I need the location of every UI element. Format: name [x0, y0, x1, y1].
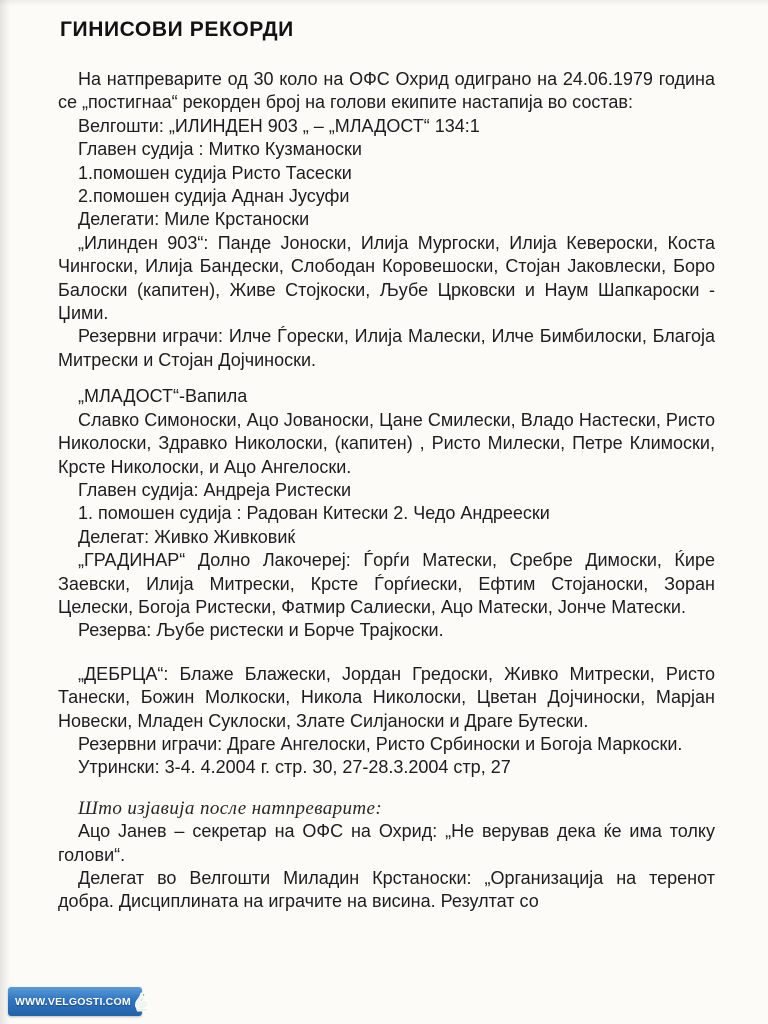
debrca-squad-paragraph: „ДЕБРЦА“: Блаже Блажески, Јордан Гредоски, Живко Митрески, Ристо Танески, Божин Молкоски, Никола Николоски, Цветан Дојчиноски, Марјан Новески, Младен Суклоски, Злате Силјаноски и Драге Бутески. — [58, 663, 715, 731]
debrca-reserves-paragraph: Резервни играчи: Драге Ангелоски, Ристо Србиноски и Богоја Маркоски. — [78, 733, 683, 754]
mladost-team-line: „МЛАДОСТ“-Вапила — [78, 386, 248, 407]
swan-logo-icon — [131, 990, 153, 1014]
quote-secretary-paragraph: Ацо Јанев – секретар на ОФС на Охрид: „Не верував дека ќе има толку голови“. — [58, 821, 715, 865]
quotes-heading: Што изјавија после натпреварите: — [78, 797, 383, 819]
ilinden-squad-paragraph: „Илинден 903“: Панде Јоноски, Илија Мургоски, Илија Кевероски, Коста Чингоски, Илија Бандески, Слободан Коровешоски, Стојан Јаковлески, Боро Балоски (капитен), Живе Стојкоски, Љубе Црковски и Наум Шапкароски - Џими. — [58, 232, 715, 324]
intro-paragraph: На натпреварите од 30 коло на ОФС Охрид одиграно на 24.06.1979 година се „постигнаа“ рекорден број на голови екипите настапија во состав: — [58, 69, 715, 113]
assistant-referee-1-line: 1.помошен судија Ристо Тасески — [78, 162, 352, 183]
mladost-squad-paragraph: Славко Симоноски, Ацо Јованоски, Цане Смилески, Владо Настески, Ристо Николоски, Здравко Николоски, (капитен) , Ристо Милески, Петре Климоски, Крсте Николоски, и Ацо Ангелоски. — [58, 409, 715, 477]
velgosti-watermark-badge — [8, 987, 142, 1016]
gradinar-squad-paragraph: „ГРАДИНАР“ Долно Лакочереј: Ѓорѓи Матески, Сребре Димоски, Ќире Заевски, Илија Митрески, Крсте Ѓорѓиески, Ефтим Стојаноски, Зоран Целески, Богоја Ристески, Фатмир Салиески, Ацо Матески, Јонче Матески. — [58, 550, 715, 617]
match-line: Велгошти: „ИЛИНДЕН 903 „ – „МЛАДОСТ“ 134:1 — [78, 115, 480, 136]
page-title: ГИНИСОВИ РЕКОРДИ — [60, 18, 294, 41]
assistant-referee-2-line: 2.помошен судија Аднан Јусуфи — [78, 186, 350, 207]
gradinar-reserves-line: Резерва: Љубе ристески и Борче Трајкоски. — [78, 620, 444, 641]
mladost-delegate-line: Делегат: Живко Живковиќ — [78, 526, 296, 547]
mladost-assistant-referees-line: 1. помошен судија : Радован Китески 2. Чедо Андреески — [78, 503, 550, 524]
source-reference-line: Утрински: 3-4. 4.2004 г. стр. 30, 27-28.3.2004 стр, 27 — [78, 757, 511, 778]
mladost-main-referee-line: Главен судија: Андреја Ристески — [78, 479, 352, 500]
delegates-line: Делегати: Миле Крстаноски — [78, 209, 310, 230]
quote-delegate-paragraph: Делегат во Велгошти Миладин Крстаноски: „Организација на теренот добра. Дисциплината на играчите на висина. Резултат со — [58, 868, 715, 912]
document-content — [58, 12, 715, 914]
watermark-url-label: WWW.VELGOSTI.COM — [15, 995, 131, 1008]
ilinden-reserves-paragraph: Резервни играчи: Илче Ѓорески, Илија Малески, Илче Бимбилоски, Благоја Митрески и Стојан Дојчиноски. — [58, 326, 715, 370]
main-referee-line: Главен судија : Митко Кузманоски — [78, 139, 362, 160]
